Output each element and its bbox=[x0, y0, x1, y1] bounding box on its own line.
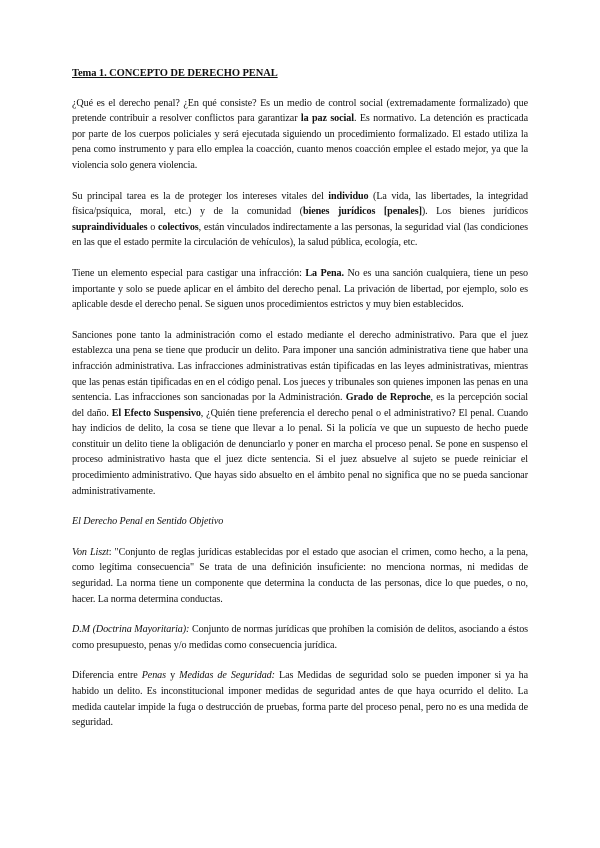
document-body bbox=[72, 66, 528, 746]
paragraph-doctrina-mayoritaria bbox=[72, 622, 528, 653]
text-run: , están vinculados indirectamente a las personas, la seguridad vial (las condiciones en las que el estado permite la circulación de vehículos), la salud pública, ecología, etc. bbox=[72, 221, 528, 249]
text-run: ¿Qué es el derecho penal? ¿En qué consiste? Es un medio de control social (extremadamente formalizado) que pretende contribuir a resolver conflictos para garantizar bbox=[72, 97, 528, 125]
text-run: Diferencia entre bbox=[72, 670, 142, 682]
text-run: o bbox=[147, 221, 158, 233]
text-run: Su principal tarea es la de proteger los intereses vitales del bbox=[72, 190, 329, 202]
text-run: Tiene un elemento especial para castigar una infracción: bbox=[72, 267, 306, 279]
italic-term-doctrina-mayoritaria: D.M (Doctrina Mayoritaria): bbox=[72, 624, 190, 636]
bold-term-supraindividuales: supraindividuales bbox=[72, 221, 148, 233]
bold-term-efecto-suspensivo: El Efecto Suspensivo bbox=[111, 407, 201, 419]
bold-term-individuo: individuo bbox=[328, 190, 369, 202]
section-subheading: El Derecho Penal en Sentido Objetivo bbox=[72, 516, 224, 528]
paragraph-von-liszt bbox=[72, 545, 528, 607]
paragraph-sanciones bbox=[72, 328, 528, 500]
page-title: Tema 1. CONCEPTO DE DERECHO PENAL bbox=[72, 68, 278, 79]
text-run: . Es normativo. La detención es practicada por parte de los cuerpos policiales y será ejecutada siguiendo un procedimiento formalizado. El estado utiliza la pena como instrumento y para ello emplea la coacción, cuanto menos coacción emplee el estado mejor, ya que la violencia solo genera violencia. bbox=[72, 113, 528, 171]
italic-term-penas: Penas bbox=[141, 670, 166, 682]
bold-term-bienes-juridicos: bienes jurídicos [penales] bbox=[302, 206, 422, 218]
text-run: Sanciones pone tanto la administración como el estado mediante el derecho administrativo. Para que el juez establezca una pena se tiene que producir un delito. Para imponer una sanción administrativa tiene que haber una infracción administrativa. Las infracciones administrativas están tipificadas en las leyes administrativas, mientras que las penas están tipificadas en en el código penal. Los jueces y tribunales son quienes imponen las penas en una sentencia. Las infracciones son sancionadas por la Administración. bbox=[72, 329, 528, 404]
bold-term-colectivos: colectivos bbox=[157, 221, 199, 233]
text-run: , es la percepción social del daño. bbox=[72, 392, 529, 419]
bold-term-grado-de-reproche: Grado de Reproche bbox=[345, 392, 431, 404]
text-run: Conjunto de normas jurídicas que prohíben la comisión de delitos, asociando a éstos como presupuesto, penas y/o medidas como consecuencia jurídica. bbox=[72, 624, 529, 651]
bold-term-la-pena: La Pena. bbox=[305, 267, 344, 279]
text-run: No es una sanción cualquiera, tiene un peso importante y solo se puede aplicar en el ámbito del derecho penal. La privación de libertad, por ejemplo, solo es aplicable desde el derecho penal. Se siguen unos procedimientos estrictos y muy bien establecidos. bbox=[72, 267, 529, 311]
text-run: ). Los bienes jurídicos bbox=[421, 206, 528, 218]
text-run: y bbox=[166, 670, 180, 682]
text-run: Las Medidas de seguridad solo se pueden imponer si ya ha habido un delito. Es inconstitucional imponer medidas de seguridad antes de que haya ocurrido el delito. La medida cautelar impide la fuga o destrucción de pruebas, forma parte del proceso penal, pero no es una medida de seguridad. bbox=[72, 670, 528, 729]
paragraph-la-pena bbox=[72, 266, 528, 313]
bold-term-paz-social: la paz social bbox=[300, 113, 354, 125]
paragraph-penas-medidas bbox=[72, 668, 528, 730]
italic-term-von-liszt: Von Liszt bbox=[72, 546, 109, 558]
paragraph-main-task bbox=[72, 189, 528, 251]
italic-term-medidas-de-seguridad: Medidas de Seguridad: bbox=[179, 670, 275, 682]
text-run: (La vida, las libertades, la integridad física/psíquica, moral, etc.) y de la comunidad ( bbox=[72, 190, 528, 218]
paragraph-what-is-penal-law bbox=[72, 96, 528, 174]
text-run: , ¿Quién tiene preferencia el derecho penal o el administrativo? El penal. Cuando hay indicios de delito, la cosa se tiene que llevar a lo penal. Si la policía ve que un supuesto de hecho puede constituir un delito tiene la obligación de denunciarlo y poner en marcha el proceso penal. Se pone en suspenso el proceso administrativo hasta que el juez dicte sentencia. Si el juez absuelve al sujeto se puede reiniciar el procedimiento administrativo. Que hayas sido absuelto en el ámbito penal no significa que no se pueda sancionar administrativamente. bbox=[72, 407, 528, 497]
text-run: : "Conjunto de reglas jurídicas establecidas por el estado que asocian el crimen, como hecho, a la pena, como legítima consecuencia" Se trata de una definición insuficiente: no menciona normas, ni medidas de seguridad. La norma tiene un componente que determina la conducta de las personas, dice lo que puedes, o no, hacer. La norma determina conductas. bbox=[72, 546, 528, 605]
